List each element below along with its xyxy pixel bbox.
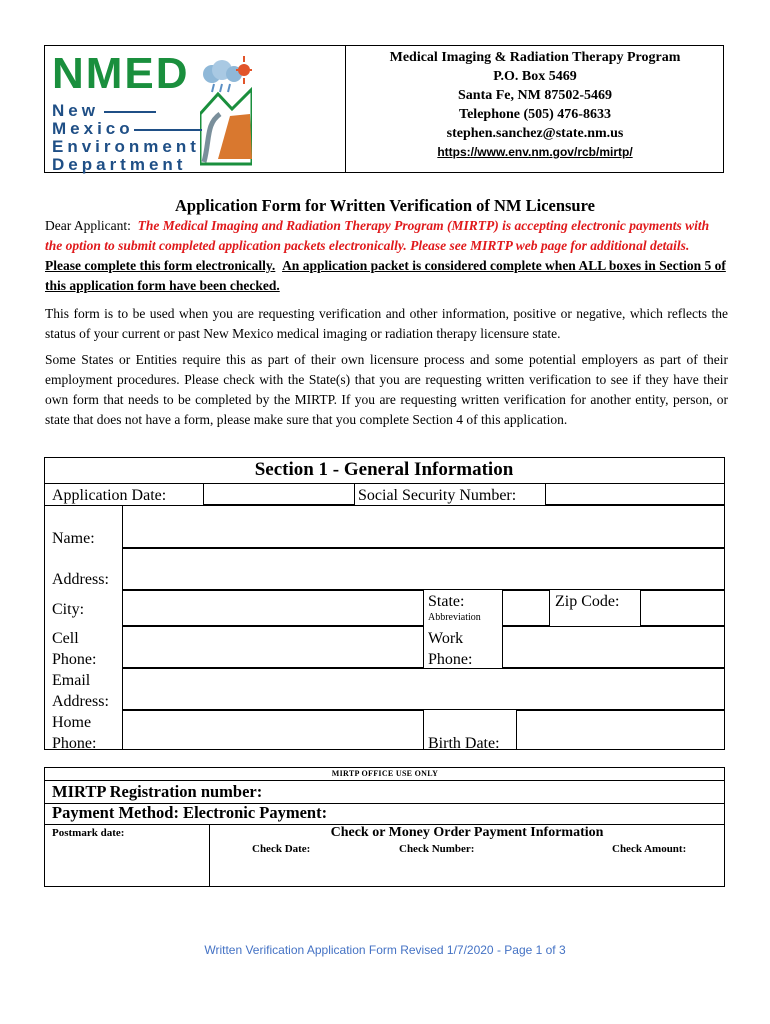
cell-phone-label-1: Cell	[52, 630, 79, 647]
contact-block	[345, 48, 725, 162]
form-title: Application Form for Written Verification of NM Licensure	[175, 196, 595, 215]
address-label: Address:	[52, 571, 109, 588]
row-divider	[44, 780, 725, 781]
packet-complete-notice: An application packet is considered complete when ALL boxes in Section 5 of this application form have been checked.	[45, 258, 726, 293]
state-label: State:	[428, 593, 465, 610]
website-link[interactable]: https://www.env.nm.gov/rcb/mirtp/	[437, 145, 633, 159]
application-date-field[interactable]	[203, 483, 355, 505]
intro-notice	[45, 216, 728, 296]
check-info-heading: Check or Money Order Payment Information	[330, 825, 604, 840]
birth-date-field[interactable]	[516, 710, 725, 750]
po-box: P.O. Box 5469	[493, 69, 577, 84]
email-link[interactable]: stephen.sanchez@state.nm.us	[446, 126, 624, 141]
home-phone-label-2: Phone:	[52, 735, 97, 752]
registration-number-label: MIRTP Registration number:	[52, 782, 263, 801]
check-number-label: Check Number:	[399, 843, 475, 855]
cell-phone-field[interactable]	[122, 626, 424, 668]
postmark-date-label: Postmark date:	[52, 827, 125, 839]
home-phone-field[interactable]	[122, 710, 424, 750]
ssn-label: Social Security Number:	[358, 487, 517, 504]
check-date-label: Check Date:	[252, 843, 311, 855]
email-field[interactable]	[122, 668, 725, 710]
logo-line-environment: Environment	[52, 137, 200, 156]
logo-title: NMED	[52, 49, 190, 98]
email-label-1: Email	[52, 672, 91, 689]
state-abbreviation-hint: Abbreviation	[428, 612, 481, 623]
logo-graphic-icon	[200, 54, 252, 172]
email-label-2: Address:	[52, 693, 109, 710]
office-use-heading: MIRTP OFFICE USE ONLY	[331, 769, 439, 778]
name-field[interactable]	[122, 505, 725, 548]
zip-field[interactable]	[640, 590, 725, 626]
work-phone-label-1: Work	[428, 630, 464, 647]
program-name: Medical Imaging & Radiation Therapy Program	[389, 50, 681, 65]
application-date-label: Application Date:	[52, 487, 167, 504]
logo-rule	[104, 111, 156, 113]
purpose-paragraph: This form is to be used when you are requesting verification and other information, positive or negative, which reflects the status of your current or past New Mexico medical imaging or radiation therapy licensure state.	[45, 306, 728, 341]
city-line: Santa Fe, NM 87502-5469	[458, 88, 612, 103]
state-field[interactable]	[502, 590, 550, 626]
home-phone-label-1: Home	[52, 714, 92, 731]
telephone: Telephone (505) 476-8633	[459, 107, 611, 122]
logo-line-mexico: Mexico	[52, 119, 134, 138]
check-amount-label: Check Amount:	[612, 843, 687, 855]
page-footer: Written Verification Application Form Revised 1/7/2020 - Page 1 of 3	[204, 943, 566, 957]
city-label: City:	[52, 601, 85, 618]
section1-title: Section 1 - General Information	[254, 459, 514, 480]
cell-phone-label-2: Phone:	[52, 651, 97, 668]
payment-method-label: Payment Method: Electronic Payment:	[52, 803, 328, 822]
logo-line-new: New	[52, 101, 99, 120]
complete-electronically-notice: Please complete this form electronically.	[45, 258, 276, 273]
ssn-field[interactable]	[545, 483, 725, 505]
nmed-logo	[52, 49, 252, 174]
zip-label: Zip Code:	[555, 593, 620, 610]
logo-rule	[134, 129, 202, 131]
city-field[interactable]	[122, 590, 424, 626]
states-paragraph: Some States or Entities require this as part of their own licensure process and some potential employers as part of their employment procedures. Please check with the State(s) that you are requesting written verification to see if they have their own form that needs to be completed by the MIRTP. If you are requesting written verification for another entity, person, or state that does not have a form, please make sure that you complete Section 4 of this application.	[45, 352, 728, 427]
birth-date-label: Birth Date:	[428, 735, 500, 752]
work-phone-label-2: Phone:	[428, 651, 473, 668]
electronic-payment-notice: The Medical Imaging and Radiation Therapy Program (MIRTP) is accepting electronic payments with the option to submit completed application packets electronically. Please see MIRTP web page for additional details.	[45, 218, 710, 253]
logo-line-department: Department	[52, 155, 187, 174]
address-field[interactable]	[122, 548, 725, 590]
name-label: Name:	[52, 530, 95, 547]
work-phone-field[interactable]	[502, 626, 725, 668]
salutation: Dear Applicant:	[45, 218, 131, 233]
